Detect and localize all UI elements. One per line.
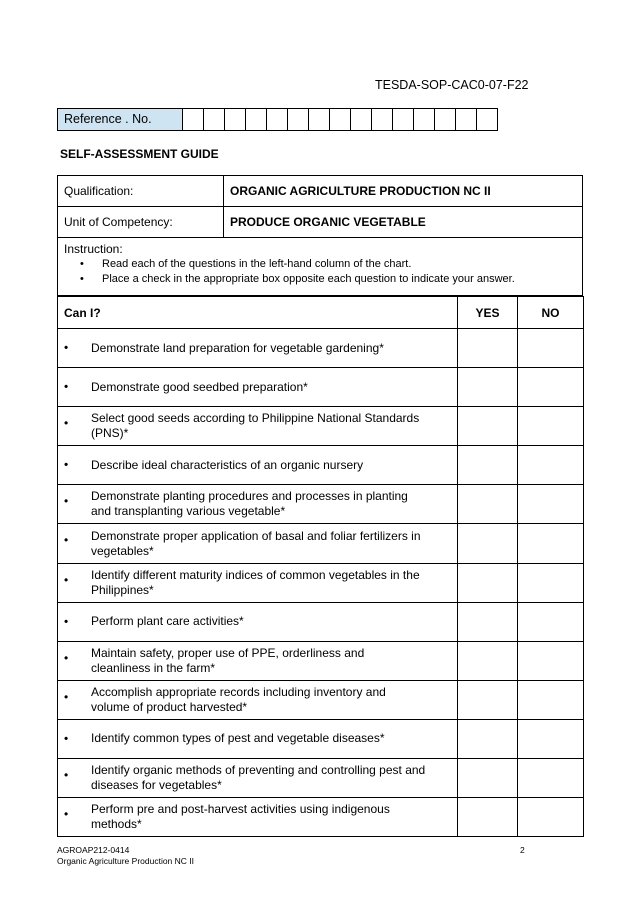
reference-digit-box[interactable] <box>246 108 267 131</box>
checklist-row <box>58 524 584 563</box>
checklist-row <box>58 407 584 446</box>
reference-digit-box[interactable] <box>372 108 393 131</box>
yes-checkbox-cell[interactable] <box>458 680 518 719</box>
checklist-question <box>58 680 458 719</box>
question-text-line: Demonstrate planting procedures and processes in planting <box>91 489 408 504</box>
checklist-question <box>58 759 458 798</box>
yes-checkbox-cell[interactable] <box>458 759 518 798</box>
bullet-icon: • <box>64 379 69 394</box>
no-checkbox-cell[interactable] <box>518 329 584 368</box>
document-code: TESDA-SOP-CAC0-07-F22 <box>375 78 529 92</box>
self-assessment-checklist <box>57 296 584 837</box>
checklist-row <box>58 759 584 798</box>
checklist-row <box>58 719 584 758</box>
unit-of-competency-label: Unit of Competency: <box>58 207 224 238</box>
no-checkbox-cell[interactable] <box>518 563 584 602</box>
instruction-title: Instruction: <box>64 242 123 256</box>
yes-checkbox-cell[interactable] <box>458 485 518 524</box>
reference-digit-box[interactable] <box>330 108 351 131</box>
bullet-icon: • <box>64 614 69 629</box>
yes-checkbox-cell[interactable] <box>458 524 518 563</box>
checklist-row <box>58 602 584 641</box>
question-text-line: Select good seeds according to Philippine National Standards <box>91 411 420 426</box>
bullet-icon: • <box>64 457 69 472</box>
checklist-question <box>58 368 458 407</box>
checklist-question <box>58 446 458 485</box>
question-text-line: Identify different maturity indices of common vegetables in the <box>91 567 420 582</box>
checklist-question <box>58 407 458 446</box>
yes-checkbox-cell[interactable] <box>458 719 518 758</box>
yes-header: YES <box>458 297 518 329</box>
reference-digit-box[interactable] <box>351 108 372 131</box>
yes-checkbox-cell[interactable] <box>458 798 518 837</box>
no-checkbox-cell[interactable] <box>518 407 584 446</box>
yes-checkbox-cell[interactable] <box>458 641 518 680</box>
instruction-row <box>58 238 583 296</box>
checklist-header-row <box>58 297 584 329</box>
reference-digit-box[interactable] <box>267 108 288 131</box>
reference-digit-box[interactable] <box>477 108 498 131</box>
instruction-item: • Place a check in the appropriate box opposite each question to indicate your answer. <box>64 272 576 287</box>
question-text-line: Perform pre and post-harvest activities using indigenous <box>91 802 390 817</box>
bullet-icon: • <box>64 416 69 431</box>
no-checkbox-cell[interactable] <box>518 446 584 485</box>
guide-title: SELF-ASSESSMENT GUIDE <box>60 147 219 161</box>
no-checkbox-cell[interactable] <box>518 719 584 758</box>
qualification-row <box>58 176 583 207</box>
question-text-line: Describe ideal characteristics of an organic nursery <box>91 457 364 472</box>
bullet-icon: • <box>64 572 69 587</box>
question-text-line: Demonstrate land preparation for vegetable gardening* <box>91 340 384 355</box>
checklist-question <box>58 602 458 641</box>
reference-number-row <box>57 108 498 131</box>
reference-digit-box[interactable] <box>204 108 225 131</box>
question-text-line: cleanliness in the farm* <box>91 660 216 675</box>
qualification-value: ORGANIC AGRICULTURE PRODUCTION NC II <box>224 176 583 207</box>
question-text-line: Demonstrate good seedbed preparation* <box>91 379 308 394</box>
question-text-line: Identify common types of pest and vegetable diseases* <box>91 731 385 746</box>
checklist-row <box>58 563 584 602</box>
question-text-line: diseases for vegetables* <box>91 778 222 793</box>
question-text-line: Demonstrate proper application of basal and foliar fertilizers in <box>91 528 421 543</box>
question-text-line: methods* <box>91 817 142 832</box>
checklist-question <box>58 329 458 368</box>
page-number: 2 <box>520 845 525 855</box>
question-text-line: Perform plant care activities* <box>91 614 244 629</box>
yes-checkbox-cell[interactable] <box>458 563 518 602</box>
footer-subtitle: Organic Agriculture Production NC II <box>57 856 195 866</box>
bullet-icon: • <box>64 340 69 355</box>
checklist-row <box>58 798 584 837</box>
no-checkbox-cell[interactable] <box>518 602 584 641</box>
reference-digit-box[interactable] <box>435 108 456 131</box>
no-checkbox-cell[interactable] <box>518 680 584 719</box>
question-text-line: and transplanting various vegetable* <box>91 504 286 519</box>
no-checkbox-cell[interactable] <box>518 641 584 680</box>
qualification-info-table <box>57 175 583 296</box>
footer-info <box>57 845 194 867</box>
bullet-icon: • <box>64 650 69 665</box>
question-text-line: (PNS)* <box>91 426 129 441</box>
unit-of-competency-row <box>58 207 583 238</box>
checklist-row <box>58 446 584 485</box>
bullet-icon: • <box>64 731 69 746</box>
no-checkbox-cell[interactable] <box>518 759 584 798</box>
question-text-line: Philippines* <box>91 582 154 597</box>
yes-checkbox-cell[interactable] <box>458 602 518 641</box>
reference-digit-box[interactable] <box>309 108 330 131</box>
checklist-row <box>58 329 584 368</box>
reference-digit-box[interactable] <box>456 108 477 131</box>
no-checkbox-cell[interactable] <box>518 798 584 837</box>
yes-checkbox-cell[interactable] <box>458 407 518 446</box>
reference-digit-box[interactable] <box>288 108 309 131</box>
qualification-label: Qualification: <box>58 176 224 207</box>
bullet-icon: • <box>64 494 69 509</box>
question-text-line: volume of product harvested* <box>91 699 248 714</box>
reference-digit-box[interactable] <box>183 108 204 131</box>
reference-number-boxes <box>183 108 498 131</box>
bullet-icon: • <box>64 768 69 783</box>
checklist-question <box>58 563 458 602</box>
instruction-item: • Read each of the questions in the left-hand column of the chart. <box>64 257 576 272</box>
checklist-question <box>58 524 458 563</box>
instruction-list <box>64 257 576 287</box>
unit-of-competency-value: PRODUCE ORGANIC VEGETABLE <box>224 207 583 238</box>
bullet-icon: • <box>64 807 69 822</box>
yes-checkbox-cell[interactable] <box>458 368 518 407</box>
checklist-row <box>58 485 584 524</box>
checklist-row <box>58 368 584 407</box>
reference-digit-box[interactable] <box>225 108 246 131</box>
checklist-question <box>58 485 458 524</box>
no-checkbox-cell[interactable] <box>518 368 584 407</box>
checklist-question <box>58 641 458 680</box>
question-text-line: Maintain safety, proper use of PPE, orderliness and <box>91 645 365 660</box>
question-text-line: Identify organic methods of preventing and controlling pest and <box>91 763 426 778</box>
checklist-row <box>58 641 584 680</box>
no-checkbox-cell[interactable] <box>518 485 584 524</box>
question-text-line: Accomplish appropriate records including inventory and <box>91 684 386 699</box>
can-i-header: Can I? <box>58 297 458 329</box>
checklist-question <box>58 798 458 837</box>
yes-checkbox-cell[interactable] <box>458 446 518 485</box>
no-checkbox-cell[interactable] <box>518 524 584 563</box>
checklist-question <box>58 719 458 758</box>
reference-number-label: Reference . No. <box>57 108 183 131</box>
bullet-icon: • <box>64 533 69 548</box>
reference-digit-box[interactable] <box>393 108 414 131</box>
checklist-row <box>58 680 584 719</box>
question-text-line: vegetables* <box>91 543 154 558</box>
reference-digit-box[interactable] <box>414 108 435 131</box>
yes-checkbox-cell[interactable] <box>458 329 518 368</box>
no-header: NO <box>518 297 584 329</box>
instruction-cell <box>58 238 583 296</box>
bullet-icon: • <box>64 689 69 704</box>
footer-code: AGROAP212-0414 <box>57 845 130 855</box>
